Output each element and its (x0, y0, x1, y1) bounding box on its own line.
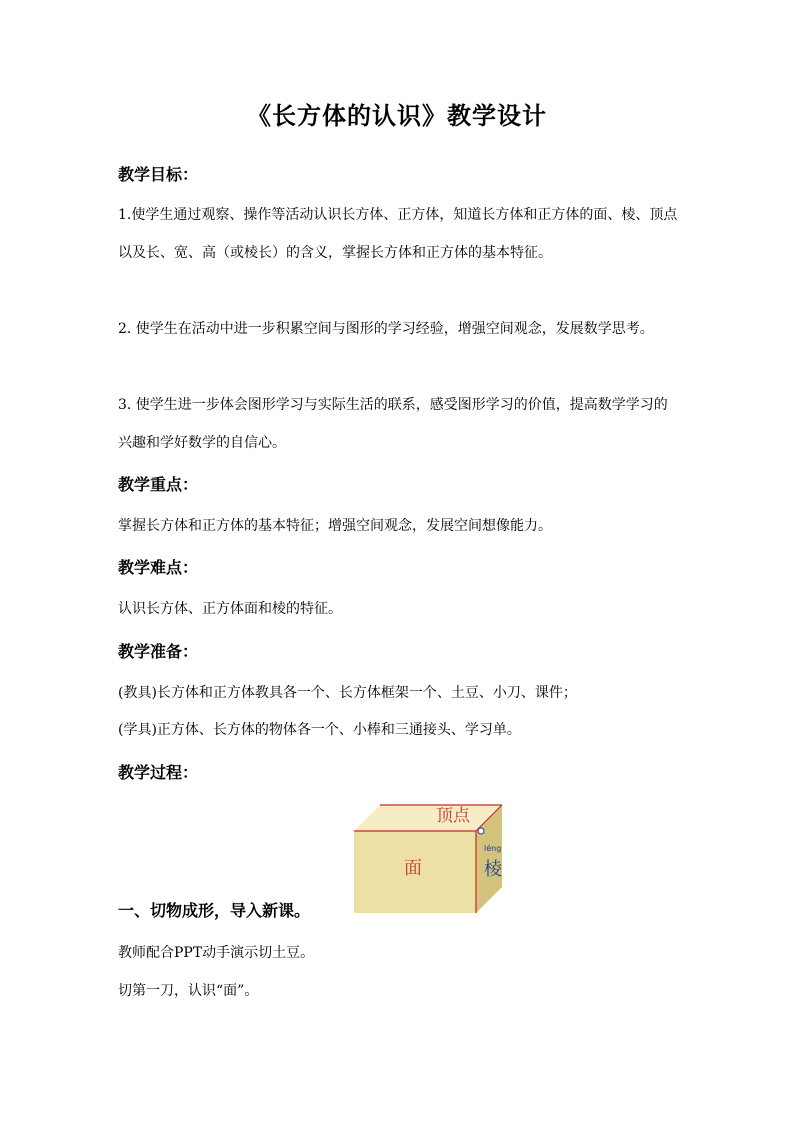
process-heading: 教学过程： (118, 763, 199, 782)
vertex-marker (478, 828, 484, 834)
preparation-teacher: (教具)长方体和正方体教具各一个、长方体框架一个、土豆、小刀、课件； (118, 685, 577, 701)
process-line-2: 切第一刀，认识“面”。 (118, 983, 259, 999)
preparation-student: (学具)正方体、长方体的物体各一个、小棒和三通接头、学习单。 (118, 722, 521, 738)
section-1-heading: 一、切物成形，导入新课。 (118, 901, 311, 920)
objective-2: 2. 使学生在活动中进一步积累空间与图形的学习经验，增强空间观念，发展数学思考。 (118, 321, 654, 337)
preparation-heading: 教学准备： (118, 642, 199, 661)
page-title: 《长方体的认识》教学设计 (247, 102, 547, 130)
difficulties-text: 认识长方体、正方体面和棱的特征。 (118, 601, 342, 617)
key-points-text: 掌握长方体和正方体的基本特征；增强空间观念，发展空间想像能力。 (118, 518, 552, 534)
edge-pinyin: léng (484, 844, 502, 853)
process-line-1: 教师配合PPT动手演示切土豆。 (118, 945, 315, 961)
objective-1: 1.使学生通过观察、操作等活动认识长方体、正方体，知道长方体和正方体的面、棱、顶点以及长、宽、高（或棱长）的含义，掌握长方体和正方体的基本特征。 (118, 207, 678, 261)
cuboid-illustration (344, 797, 514, 914)
cuboid-svg (344, 797, 514, 914)
objectives-heading: 教学目标： (118, 165, 199, 184)
vertex-label: 顶点 (436, 806, 470, 826)
objective-3: 3. 使学生进一步体会图形学习与实际生活的联系，感受图形学习的价值，提高数学学习的兴趣和学好数学的自信心。 (118, 397, 668, 451)
edge-label: 棱 (484, 859, 502, 880)
face-label: 面 (404, 858, 422, 879)
difficulties-heading: 教学难点： (118, 558, 199, 577)
key-points-heading: 教学重点： (118, 475, 199, 494)
